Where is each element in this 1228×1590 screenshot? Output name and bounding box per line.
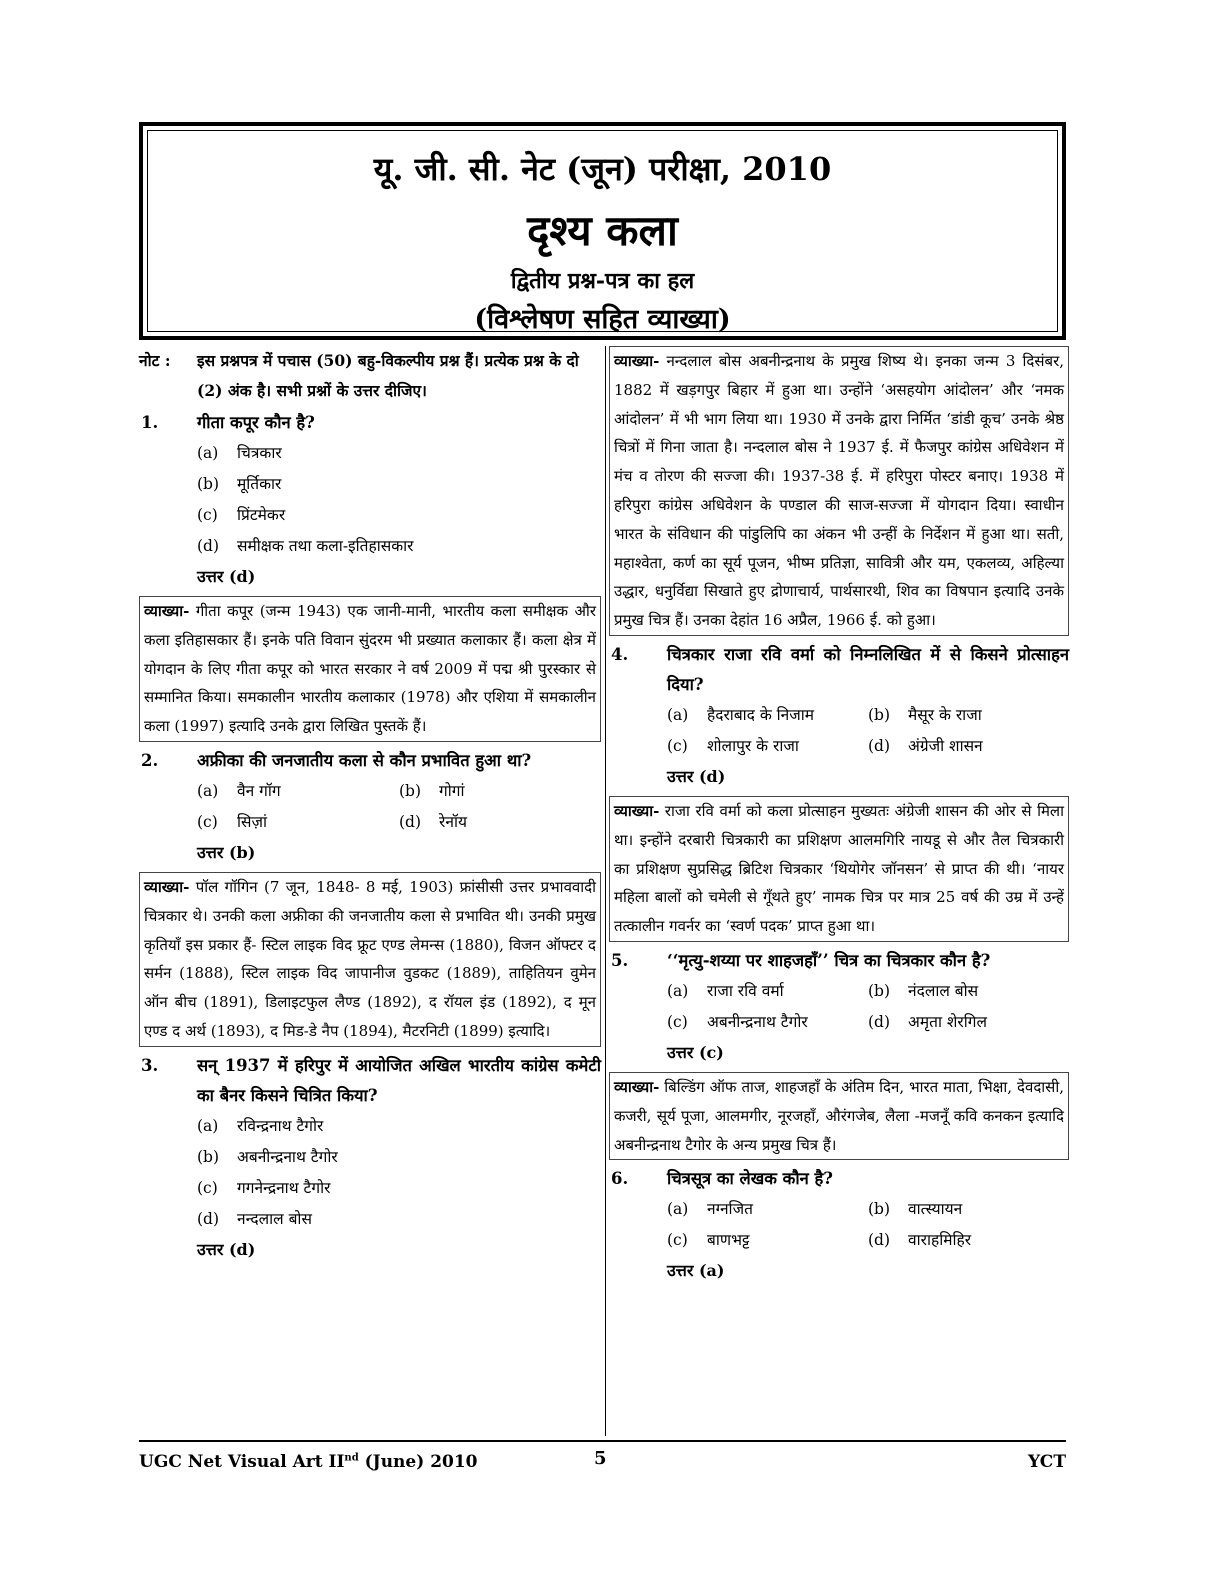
option-text: गगनेन्द्रनाथ टैगोर	[237, 1178, 331, 1197]
question-1	[139, 408, 601, 438]
explanation-subtitle: (विश्लेषण सहित व्याख्या)	[474, 304, 731, 335]
exam-title: यू. जी. सी. नेट (जून) परीक्षा, 2010	[373, 150, 832, 188]
question-text: चित्रकार राजा रवि वर्मा को निम्नलिखित में से किसने प्रोत्साहन दिया?	[667, 644, 1069, 694]
question-text: अफ्रीका की जनजातीय कला से कौन प्रभावित हुआ था?	[197, 750, 532, 770]
answer: उत्तर (b)	[197, 842, 256, 862]
option-label: (b)	[868, 1200, 891, 1219]
option-label: (a)	[667, 981, 689, 1000]
option	[197, 531, 601, 562]
option-label: (b)	[868, 705, 891, 724]
option-text: रेनॉय	[439, 812, 467, 831]
option	[667, 1225, 868, 1256]
option-text: वैन गॉग	[237, 781, 281, 800]
option-text: मूर्तिकार	[237, 475, 282, 493]
note-label: नोट :	[139, 351, 171, 370]
option-text: अंग्रेजी शासन	[908, 736, 983, 755]
answer: उत्तर (a)	[667, 1261, 725, 1281]
option-text: गोगां	[439, 781, 465, 800]
explanation-text: नन्दलाल बोस अबनीन्द्रनाथ के प्रमुख शिष्य थे। इनका जन्म 3 दिसंबर, 1882 में खड़गपुर बिहार में हुआ था। उन्होंने ‘असहयोग आंदोलन’ और ‘नमक आंदोलन’ में भी भाग लिया था। 1930 में उनके द्वारा निर्मित ‘डांडी कूच’ उनके श्रेष्ठ चित्रों में गिना जाता है। नन्दलाल बोस ने 1937 ई. में फैजपुर कांग्रेस अधिवेशन में मंच व तोरण की सज्जा की। 1937-38 ई. में हरिपुरा पोस्टर बनाए। 1938 में हरिपुरा कांग्रेस अधिवेशन के पण्डाल की साज-सज्जा में योगदान दिया। स्वाधीन भारत के संविधान की पांडुलिपि का अंकन भी उन्हीं के निर्देशन में हुआ था। सती, महाश्वेता, कर्ण का सूर्य पूजन, भीष्म प्रतिज्ञा, सावित्री और यम, एकलव्य, अहिल्या उद्धार, धनुर्विद्या सिखाते हुए द्रोणाचार्य, पार्थसारथी, शिव का विषपान इत्यादि उनके प्रमुख चित्र हैं। उनका देहांत 16 अप्रैल, 1966 ई. को हुआ।	[614, 352, 1064, 630]
option-label: (d)	[197, 537, 220, 555]
question-5-options	[667, 976, 1069, 1038]
option-label: (b)	[399, 781, 422, 800]
option-label: (c)	[667, 1231, 688, 1250]
option-label: (d)	[868, 736, 891, 755]
option-label: (c)	[197, 812, 218, 831]
option	[667, 1194, 868, 1225]
option	[868, 700, 1069, 731]
explanation-box	[139, 872, 601, 1047]
option-label: (b)	[868, 981, 891, 1000]
footer-book-title	[139, 1452, 478, 1472]
question-3-options	[197, 1111, 601, 1235]
option-text: अबनीन्द्रनाथ टैगोर	[707, 1012, 808, 1031]
header-inner-frame	[147, 130, 1058, 335]
instructions-note	[139, 346, 601, 406]
answer: उत्तर (c)	[667, 1042, 724, 1062]
question-4-options	[667, 700, 1069, 762]
option	[197, 776, 399, 807]
question-text: ‘‘मृत्यु-शय्या पर शाहजहाँ’’ चित्र का चित्रकार कौन है?	[667, 950, 991, 970]
question-2-options	[197, 776, 601, 838]
question-2	[139, 746, 601, 776]
question-number: 1.	[141, 413, 159, 432]
option-text: नग्नजित	[707, 1200, 753, 1219]
answer: उत्तर (d)	[667, 766, 726, 786]
option-label: (a)	[667, 1200, 689, 1219]
option-text: राजा रवि वर्मा	[707, 981, 784, 1000]
question-6-options	[667, 1194, 1069, 1256]
explanation-box	[609, 346, 1069, 636]
page-number: 5	[594, 1448, 607, 1469]
explanation-text: गीता कपूर (जन्म 1943) एक जानी-मानी, भारतीय कला समीक्षक और कला इतिहासकार हैं। इनके पति विवान सुंदरम भी प्रख्यात कलाकार हैं। कला क्षेत्र में योगदान के लिए गीता कपूर को भारत सरकार ने वर्ष 2009 में पद्म श्री पुरस्कार से सम्मानित किया। समकालीन भारतीय कलाकार (1978) और एशिया में समकालीन कला (1997) इत्यादि उनके द्वारा लिखित पुस्तकें हैं।	[144, 602, 596, 736]
explanation-box	[609, 796, 1069, 942]
option	[868, 1007, 1069, 1038]
option-label: (a)	[197, 444, 219, 462]
question-number: 2.	[141, 750, 159, 770]
option-text: समीक्षक तथा कला-इतिहासकार	[237, 537, 414, 555]
question-number: 6.	[611, 1169, 629, 1189]
option-label: (b)	[197, 1147, 220, 1166]
option-text: नन्दलाल बोस	[237, 1209, 312, 1228]
footer-rule	[139, 1440, 1066, 1442]
option-text: बाणभट्ट	[707, 1231, 750, 1250]
option	[667, 700, 868, 731]
option-text: मैसूर के राजा	[908, 705, 982, 724]
option-label: (d)	[399, 812, 422, 831]
explanation-text: बिल्डिंग ऑफ ताज, शाहजहाँ के अंतिम दिन, भारत माता, भिक्षा, देवदासी, कजरी, सूर्य पूजा, आलमगीर, नूरजहाँ, औरंगजेब, लैला -मजनूँ कवि कनकन इत्यादि अबनीन्द्रनाथ टैगोर के अन्य प्रमुख चित्र हैं।	[614, 1077, 1064, 1154]
option	[399, 776, 601, 807]
footer-title-tail: (June) 2010	[358, 1452, 478, 1472]
option-label: (a)	[667, 705, 689, 724]
option	[667, 976, 868, 1007]
question-number: 5.	[611, 950, 629, 970]
question-text: सन् 1937 में हरिपुर में आयोजित अखिल भारतीय कांग्रेस कमेटी का बैनर किसने चित्रित किया?	[197, 1055, 601, 1105]
paper-title: द्वितीय प्रश्न-पत्र का हल	[510, 268, 695, 294]
option-label: (c)	[667, 1012, 688, 1031]
option-label: (d)	[197, 1209, 220, 1228]
option	[197, 807, 399, 838]
question-number: 4.	[611, 644, 629, 664]
option	[197, 1111, 601, 1142]
question-number: 3.	[141, 1055, 159, 1075]
question-6	[609, 1164, 1069, 1194]
explanation-box	[139, 596, 601, 742]
answer: उत्तर (d)	[197, 567, 256, 586]
explanation-text: राजा रवि वर्मा को कला प्रोत्साहन मुख्यतः अंग्रेजी शासन की ओर से मिला था। इन्होंने दरबारी चित्रकारी का प्रशिक्षण आलमगिरि नायडू से और तैल चित्रकारी का प्रशिक्षण सुप्रसिद्ध ब्रिटिश चित्रकार ‘थियोगेर जॉनसन’ से प्राप्त की थी। ‘नायर महिला बालों को चमेली से गूँथते हुए’ नामक चित्र पर मात्र 25 वर्ष की उम्र में उन्हें तत्कालीन गवर्नर का ‘स्वर्ण पदक’ प्राप्त हुआ था।	[614, 801, 1064, 936]
option-text: वात्स्यायन	[908, 1200, 963, 1219]
option	[868, 731, 1069, 762]
option	[197, 1204, 601, 1235]
column-divider	[605, 346, 606, 1436]
option	[197, 1142, 601, 1173]
right-column	[609, 346, 1069, 1286]
explanation-box	[609, 1072, 1069, 1160]
explanation-label: व्याख्या-	[614, 352, 660, 370]
option-text: नंदलाल बोस	[908, 981, 979, 1000]
question-text: गीता कपूर कौन है?	[197, 413, 315, 432]
option	[197, 1173, 601, 1204]
explanation-text: पॉल गॉगिन (7 जून, 1848- 8 मई, 1903) फ्रांसीसी उत्तर प्रभाववादी चित्रकार थे। उनकी कला अफ्रीका की जनजातीय कला से प्रभावित थी। उनकी प्रमुख कृतियाँ इस प्रकार हैं- स्टिल लाइक विद फ्रूट एण्ड लेमन्स (1880), विजन ऑफ्टर द सर्मन (1888), स्टिल लाइक विद जापानीज वुडकट (1889), ताहितियन वुमेन ऑन बीच (1891), डिलाइटफुल लैण्ड (1892), द रॉयल इंड (1892), द मून एण्ड द अर्थ (1893), द मिड-डे नैप (1894), मैटरनिटी (1899) इत्यादि।	[144, 877, 596, 1040]
subject-title: दृश्य कला	[527, 206, 678, 255]
option-label: (a)	[197, 1116, 219, 1135]
explanation-label: व्याख्या-	[144, 602, 190, 620]
question-text: चित्रसूत्र का लेखक कौन है?	[667, 1169, 833, 1189]
option-text: रविन्द्रनाथ टैगोर	[237, 1116, 324, 1135]
question-5	[609, 946, 1069, 976]
option	[197, 438, 601, 469]
option-text: अमृता शेरगिल	[908, 1012, 988, 1031]
option	[868, 976, 1069, 1007]
option-text: हैदराबाद के निजाम	[707, 705, 815, 724]
question-3	[139, 1051, 601, 1111]
option-label: (b)	[197, 475, 220, 493]
answer: उत्तर (d)	[197, 1239, 256, 1259]
option	[399, 807, 601, 838]
footer-title-sup: nd	[344, 1452, 359, 1464]
footer	[139, 1448, 1066, 1478]
option	[868, 1194, 1069, 1225]
option-label: (c)	[197, 506, 218, 524]
header-box	[139, 122, 1066, 340]
question-4	[609, 640, 1069, 700]
left-column	[139, 346, 601, 1265]
option-label: (d)	[868, 1012, 891, 1031]
option	[868, 1225, 1069, 1256]
option-text: अबनीन्द्रनाथ टैगोर	[237, 1147, 338, 1166]
footer-title-main: UGC Net Visual Art II	[139, 1452, 345, 1472]
option	[667, 1007, 868, 1038]
publisher-mark: YCT	[1027, 1452, 1066, 1472]
option-label: (d)	[868, 1231, 891, 1250]
option	[667, 731, 868, 762]
option-text: सिज़ां	[237, 812, 268, 831]
explanation-label: व्याख्या-	[614, 801, 660, 820]
option-text: प्रिंटमेकर	[237, 506, 286, 524]
option-text: वाराहमिहिर	[908, 1231, 972, 1250]
option-text: शोलापुर के राजा	[707, 736, 799, 755]
option-text: चित्रकार	[237, 444, 282, 462]
option-label: (c)	[197, 1178, 218, 1197]
option-label: (c)	[667, 736, 688, 755]
explanation-label: व्याख्या-	[144, 877, 190, 896]
option	[197, 469, 601, 500]
option	[197, 500, 601, 531]
question-1-options	[197, 438, 601, 562]
explanation-label: व्याख्या-	[614, 1077, 660, 1096]
option-label: (a)	[197, 781, 219, 800]
note-text: इस प्रश्नपत्र में पचास (50) बहु-विकल्पीय प्रश्न हैं। प्रत्येक प्रश्न के दो (2) अंक है। सभी प्रश्नों के उत्तर दीजिए।	[197, 351, 579, 400]
